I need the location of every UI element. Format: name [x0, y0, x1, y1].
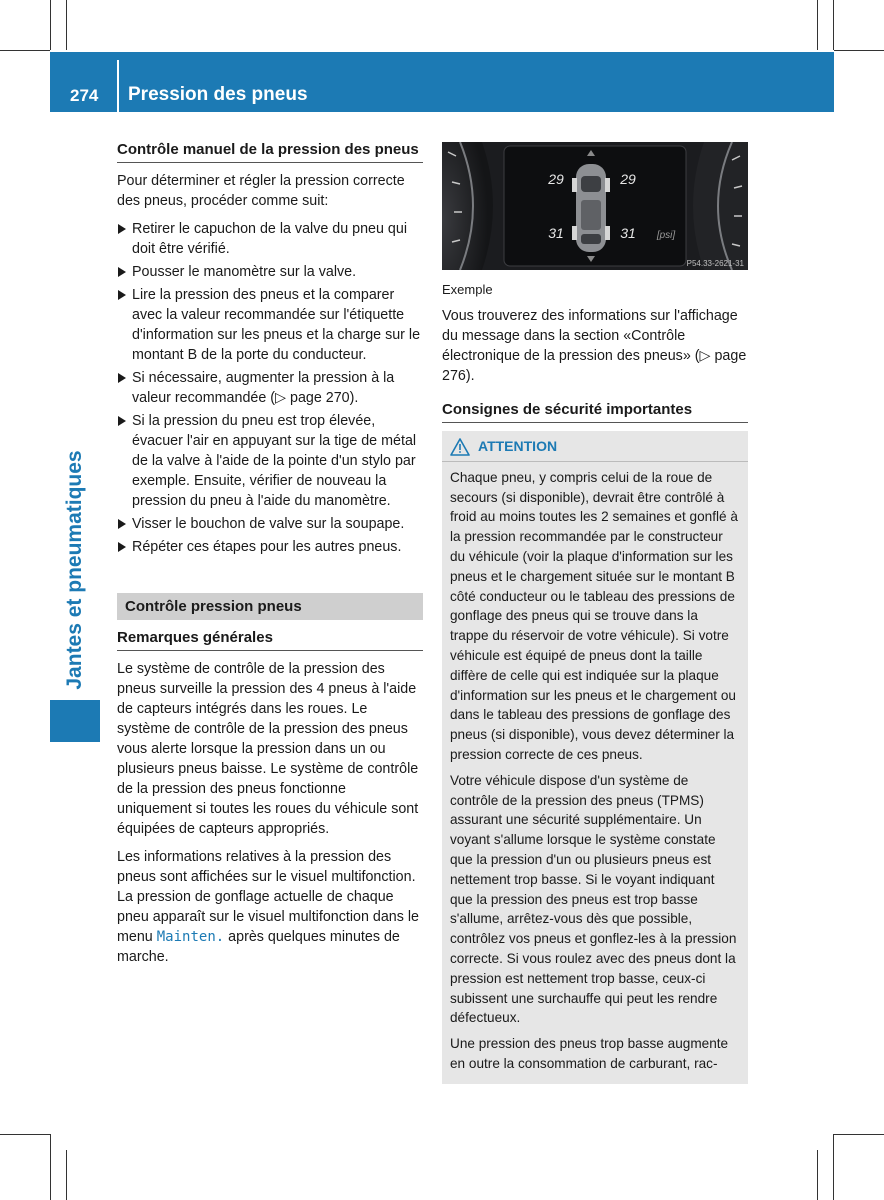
- list-item: Lire la pression des pneus et la comparer avec la valeur recommandée sur l'étiquette d'information sur les pneus et la charge sur le montant B de la porte du conducteur.: [117, 285, 423, 365]
- tire-pressure-display-figure: [442, 142, 748, 270]
- warning-box: [442, 431, 748, 1084]
- steps-list: [117, 219, 423, 557]
- right-column: [442, 140, 748, 1084]
- list-item: Visser le bouchon de valve sur la soupape.: [117, 514, 423, 534]
- general-paragraph-2: [117, 847, 423, 967]
- crop-mark: [833, 0, 834, 50]
- crop-mark: [66, 1150, 67, 1200]
- page-title: Pression des pneus: [128, 84, 308, 105]
- header-divider: [117, 60, 119, 112]
- crop-mark: [50, 0, 51, 50]
- warning-triangle-icon: [450, 438, 470, 456]
- para2-text-a: Les informations relatives à la pression des pneus sont affichées sur le visuel multifonction. La pression de gonflage actuelle de chaque pneu apparaît sur le visuel multifonction dans le menu: [117, 849, 420, 945]
- left-column: [117, 140, 423, 967]
- list-item: Si nécessaire, augmenter la pression à la valeur recommandée (▷ page 270).: [117, 368, 423, 408]
- list-item: Retirer le capuchon de la valve du pneu qui doit être vérifié.: [117, 219, 423, 259]
- heading-general-remarks: Remarques générales: [117, 628, 423, 651]
- list-item: Pousser le manomètre sur la valve.: [117, 262, 423, 282]
- section-heading-box: Contrôle pression pneus: [117, 593, 423, 620]
- crop-mark: [817, 1150, 818, 1200]
- warning-paragraph-3: Une pression des pneus trop basse augmente en outre la consommation de carburant, rac-: [450, 1036, 729, 1071]
- list-item: Répéter ces étapes pour les autres pneus.: [117, 537, 423, 557]
- heading-manual-check: Contrôle manuel de la pression des pneus: [117, 140, 423, 163]
- heading-safety: Consignes de sécurité importantes: [442, 400, 748, 423]
- warning-paragraph-2: Votre véhicule dispose d'un système de contrôle de la pression des pneus (TPMS) assurant une sécurité supplémentaire. Un voyant s'allume lorsque le système constate que la pression d'un ou plusieurs pneus est nettement trop basse. Si le voyant indiquant que la pression des pneus est trop basse s'allume, arrêtez-vous dès que possible, contrôlez vos pneus et gonflez-les à la pression correcte. Si vous roulez avec des pneus dont la pression est nettement trop basse, ceux-ci subissent une surchauffe qui peut les rendre défectueux.: [450, 772, 737, 1026]
- crop-mark: [66, 0, 67, 50]
- cluster-illustration: [442, 142, 748, 270]
- chapter-side-label-text: Jantes et pneumatiques: [63, 450, 86, 690]
- figure-code: P54.33-2621-31: [686, 259, 744, 268]
- figure-caption: Exemple: [442, 282, 493, 297]
- crop-mark: [50, 1134, 51, 1200]
- warning-header: [442, 431, 748, 462]
- crop-mark: [0, 50, 50, 51]
- menu-name: Mainten.: [156, 929, 225, 945]
- crop-mark: [833, 1134, 834, 1200]
- chapter-tab: [50, 700, 100, 742]
- front-right-pressure: 29: [620, 171, 636, 187]
- rear-right-pressure: 31: [620, 225, 636, 241]
- warning-paragraph-1: Chaque pneu, y compris celui de la roue de secours (si disponible), devrait être contrôlé à froid au moins toutes les 2 semaines et gonflé à la pression recommandée par le constructeur du véhicule (voir la plaque d'information sur les pneus et le chargement située sur le montant B côté conducteur ou le tableau des pressions de gonflage des pneus qui se trouve dans la trappe du réservoir de votre véhicule). Si votre véhicule est équipé de pneus dont la taille diffère de celle qui est indiquée sur la plaque d'information sur les pneus et le chargement ou dans le tableau des pressions de gonflage des pneus (si disponible), vous devez déterminer la pression correcte de ces pneus.: [450, 469, 738, 762]
- para2-text-b: après quelques minutes de marche.: [117, 929, 400, 965]
- warning-label: ATTENTION: [478, 438, 558, 454]
- rear-left-pressure: 31: [548, 225, 564, 241]
- crop-mark: [834, 1134, 884, 1135]
- crop-mark: [817, 0, 818, 50]
- list-item: Si la pression du pneu est trop élevée, évacuer l'air en appuyant sur la tige de métal de la valve à l'aide de la pointe d'un stylo par exemple. Ensuite, vérifier de nouveau la pression du pneu à l'aide du manomètre.: [117, 411, 423, 511]
- page-number: 274: [70, 86, 99, 105]
- front-left-pressure: 29: [548, 171, 564, 187]
- crop-mark: [834, 50, 884, 51]
- info-paragraph: Vous trouverez des informations sur l'affichage du message dans la section «Contrôle électronique de la pression des pneus» (▷ page 276).: [442, 308, 747, 384]
- crop-mark: [0, 1134, 50, 1135]
- general-paragraph-1: Le système de contrôle de la pression des pneus surveille la pression des 4 pneus à l'aide de capteurs intégrés dans les roues. Le système de contrôle de la pression des pneus vous alerte lorsque la pression dans un ou plusieurs pneus baisse. Le système de contrôle de la pression des pneus fonctionne uniquement si toutes les roues du véhicule sont équipées de capteurs appropriés.: [117, 661, 419, 837]
- intro-paragraph: Pour déterminer et régler la pression correcte des pneus, procéder comme suit:: [117, 173, 405, 209]
- pressure-unit: [psi]: [656, 230, 676, 241]
